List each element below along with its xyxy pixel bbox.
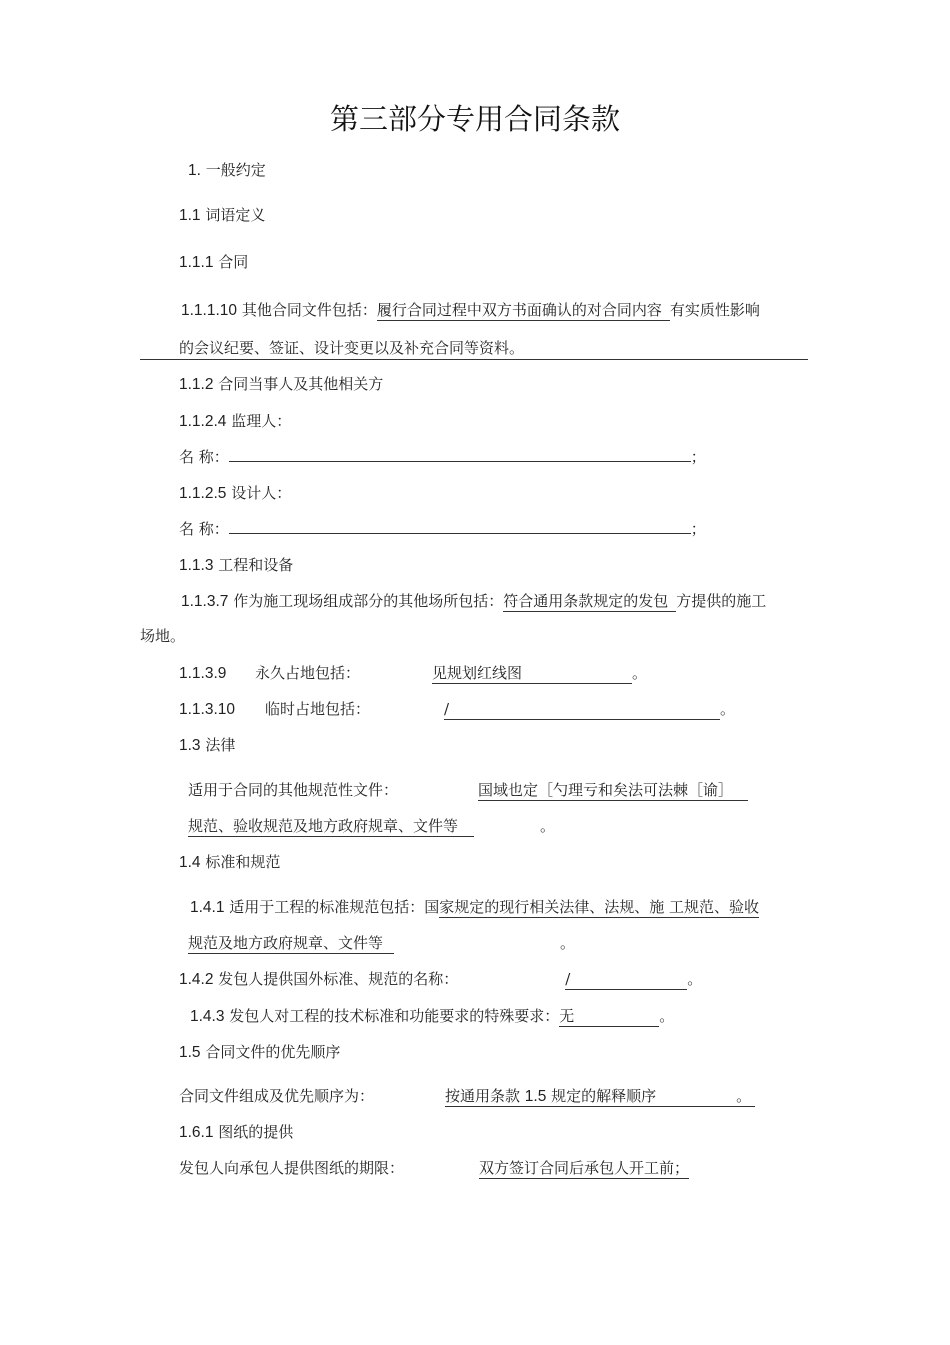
section-number: 1.1.2 <box>179 376 214 393</box>
clause-end: 。 <box>560 934 576 952</box>
clause-value: / <box>444 700 720 720</box>
section-text: 工程和设备 <box>218 556 294 574</box>
clause-1-1-3-7-line2: 场地。 <box>140 627 186 645</box>
order-value-pre: 按通用条款 <box>445 1087 521 1105</box>
clause-label: 设计人： <box>231 484 292 502</box>
clause-label: 永久占地包括： <box>255 664 361 682</box>
designer-name-blank <box>229 533 691 534</box>
divider-rule <box>140 359 808 360</box>
clause-value: 履行合同过程中双方书面确认的对合同内容 <box>377 301 670 321</box>
order-row <box>179 1086 755 1107</box>
name-label: 名 称： <box>179 448 229 466</box>
clause-label: 临时占地包括： <box>265 700 371 718</box>
section-number: 1.1.1 <box>179 254 214 271</box>
section-1-1-3 <box>179 555 293 576</box>
section-1-3 <box>179 735 235 756</box>
clause-1-1-1-10-line2: 的会议纪要、签证、设计变更以及补充合同等资料。 <box>179 339 525 357</box>
clause-end: 。 <box>736 1087 752 1105</box>
section-number: 1.4.1 <box>190 899 225 916</box>
section-number: 1.5 <box>179 1044 201 1061</box>
section-1 <box>188 160 266 181</box>
clause-value: 双方签订合同后承包人开工前； <box>479 1159 690 1177</box>
section-1-6-1 <box>179 1122 293 1143</box>
clause-label: 合同文件组成及优先顺序为： <box>179 1087 375 1105</box>
clause-1-1-2-5 <box>179 483 291 504</box>
clause-value <box>445 1087 755 1107</box>
clause-label: 监理人： <box>231 412 292 430</box>
supervisor-name-row <box>179 447 706 467</box>
name-label: 名 称： <box>179 520 229 538</box>
section-number: 1.1.1.10 <box>181 302 238 319</box>
section-1-5 <box>179 1042 340 1063</box>
clause-value: 家规定的现行相关法律、法规、施 工规范、验收 <box>439 898 760 916</box>
section-text: 合同当事人及其他相关方 <box>218 375 384 393</box>
semicolon: ； <box>690 520 706 538</box>
section-number: 1. <box>188 162 201 179</box>
section-1-1-1 <box>179 252 248 273</box>
section-number: 1.4.3 <box>190 1008 225 1025</box>
clause-1-4-1 <box>190 897 759 918</box>
section-text: 一般约定 <box>205 161 266 179</box>
clause-label: 适用于合同的其他规范性文件： <box>188 781 399 799</box>
clause-1-1-3-7 <box>181 591 766 612</box>
clause-1-4-3 <box>190 1006 674 1027</box>
clause-value: 国域也定［勺理亏和矣法可法棘［谕］ <box>478 781 748 801</box>
clause-end: 。 <box>632 664 648 682</box>
drawings-row <box>179 1158 689 1179</box>
section-text: 词语定义 <box>205 206 266 224</box>
section-text: 合同文件的优先顺序 <box>205 1043 341 1061</box>
clause-value: 符合通用条款规定的发包 <box>503 592 676 612</box>
clause-value-line2: 规范、验收规范及地方政府规章、文件等 <box>188 817 474 837</box>
section-1-1-2 <box>179 374 383 395</box>
section-number: 1.4.2 <box>179 971 214 988</box>
clause-1-4-1-line2 <box>188 933 575 954</box>
section-number: 1.1.3 <box>179 557 214 574</box>
order-value-post: 规定的解释顺序 <box>551 1087 657 1105</box>
clause-tail: 有实质性影响 <box>669 301 760 319</box>
section-number: 1.1 <box>179 207 201 224</box>
page-title: 第三部分专用合同条款 <box>329 102 620 136</box>
section-number: 1.6.1 <box>179 1124 214 1141</box>
clause-label: 适用于工程的标准规范包括：国 <box>229 898 440 916</box>
clause-value-line2: 规范及地方政府规章、文件等 <box>188 934 394 954</box>
law-row-line2 <box>188 816 555 837</box>
section-text: 标准和规范 <box>205 853 281 871</box>
section-number: 1.1.3.10 <box>179 701 236 718</box>
supervisor-name-blank <box>229 461 691 462</box>
clause-label: 作为施工现场组成部分的其他场所包括： <box>233 592 504 610</box>
clause-value: 见规划红线图 <box>432 664 632 684</box>
section-number: 1.1.2.4 <box>179 413 227 430</box>
semicolon: ； <box>690 448 706 466</box>
clause-label: 发包人提供国外标准、规范的名称： <box>218 970 459 988</box>
clause-1-1-3-10 <box>179 699 735 720</box>
section-number: 1.3 <box>179 737 201 754</box>
order-value-num: 1.5 <box>524 1088 547 1105</box>
section-number: 1.4 <box>179 854 201 871</box>
clause-label: 发包人对工程的技术标准和功能要求的特殊要求： <box>229 1007 560 1025</box>
section-1-4 <box>179 852 280 873</box>
clause-1-1-3-9 <box>179 663 647 684</box>
law-row <box>188 780 748 801</box>
designer-name-row <box>179 519 706 539</box>
section-1-1 <box>179 205 265 226</box>
section-text: 图纸的提供 <box>218 1123 294 1141</box>
clause-end: 。 <box>687 970 703 988</box>
clause-value: 无 <box>559 1007 659 1027</box>
clause-label: 其他合同文件包括： <box>241 301 377 319</box>
clause-end: 。 <box>720 700 736 718</box>
clause-1-4-2 <box>179 969 702 990</box>
clause-end: 。 <box>659 1007 675 1025</box>
section-number: 1.1.3.7 <box>181 593 229 610</box>
clause-value: / <box>565 970 687 990</box>
section-text: 法律 <box>205 736 236 754</box>
clause-1-1-1-10 <box>181 300 760 321</box>
section-number: 1.1.2.5 <box>179 485 227 502</box>
section-text: 合同 <box>218 253 249 271</box>
clause-1-1-2-4 <box>179 411 291 432</box>
clause-tail: 方提供的施工 <box>676 592 767 610</box>
clause-end: 。 <box>540 817 556 835</box>
section-number: 1.1.3.9 <box>179 665 227 682</box>
clause-label: 发包人向承包人提供图纸的期限： <box>179 1159 405 1177</box>
